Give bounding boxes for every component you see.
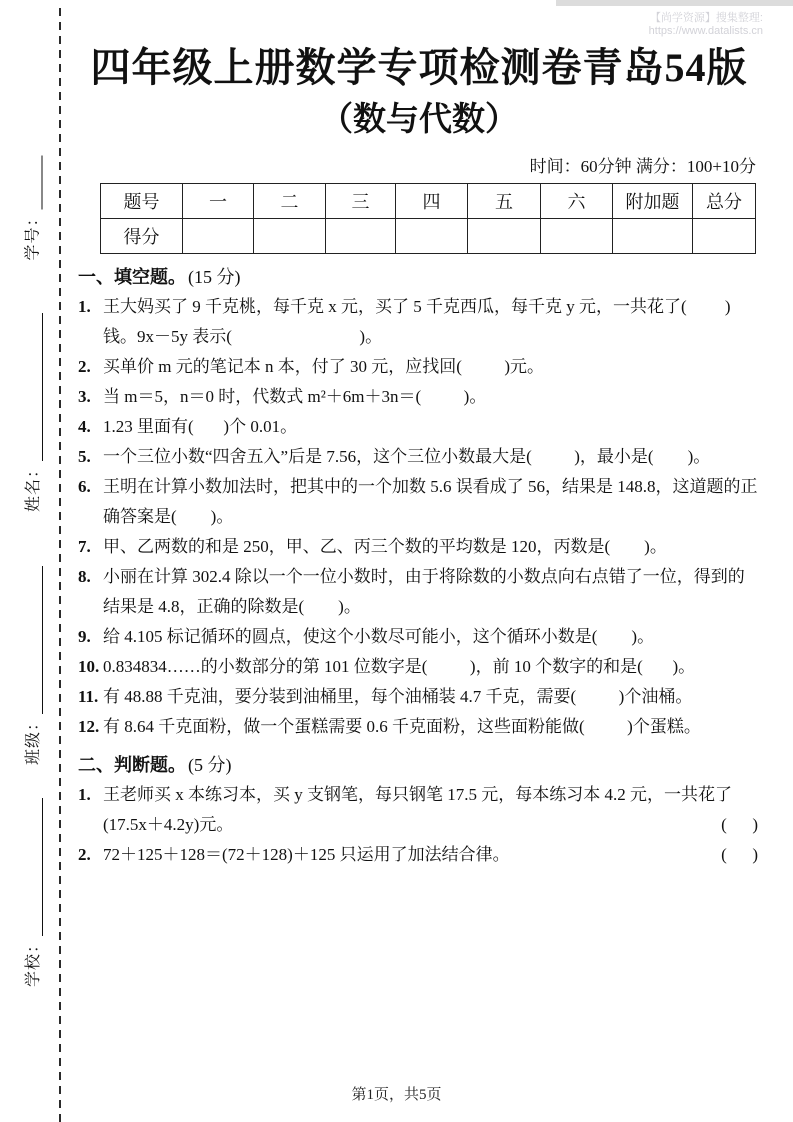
score-cell-empty xyxy=(254,219,326,254)
school-field xyxy=(19,797,43,987)
student-id-field xyxy=(19,156,43,261)
score-header-cell: 一 xyxy=(183,184,254,219)
score-header-cell: 附加题 xyxy=(613,184,693,219)
section-2-title: 二、判断题。 xyxy=(78,755,186,775)
score-cell-empty xyxy=(396,219,468,254)
question-item xyxy=(78,412,760,442)
school-blank xyxy=(24,798,43,936)
question-text: 王大妈买了 9 千克桃，每千克 x 元，买了 5 千克西瓜，每千克 y 元，一共花了( )钱。9x－5y 表示( )。 xyxy=(103,297,731,346)
score-header-cell: 三 xyxy=(326,184,396,219)
true-false-answer-blank: ( ) xyxy=(721,845,758,864)
scan-artifact xyxy=(556,0,793,6)
question-item xyxy=(78,652,760,682)
score-cell-empty xyxy=(468,219,541,254)
question-text: 王老师买 x 本练习本，买 y 支钢笔，每只钢笔 17.5 元，每本练习本 4.2 元，一共花了(17.5x＋4.2y)元。 xyxy=(103,785,732,834)
question-number: 4. xyxy=(78,417,91,436)
question-item xyxy=(78,472,760,532)
score-header-cell: 五 xyxy=(468,184,541,219)
question-number: 11. xyxy=(78,687,99,706)
score-header-cell: 四 xyxy=(396,184,468,219)
student-name-field xyxy=(19,312,43,512)
page-number: 第1页，共5页 xyxy=(351,1087,442,1103)
section-fill-blanks xyxy=(78,262,760,742)
score-cell-empty xyxy=(326,219,396,254)
score-header-cell: 六 xyxy=(541,184,613,219)
question-text: 72＋125＋128＝(72＋128)＋125 只运用了加法结合律。 xyxy=(103,845,510,864)
class-blank xyxy=(24,566,43,714)
question-text: 甲、乙两数的和是 250，甲、乙、丙三个数的平均数是 120，丙数是( )。 xyxy=(103,537,667,556)
exam-time-score: 时间：60分钟 满分：100+10分 xyxy=(529,157,756,176)
score-cell-empty xyxy=(613,219,693,254)
question-text: 有 48.88 千克油，要分装到油桶里，每个油桶装 4.7 千克，需要( )个油桶。 xyxy=(103,687,693,706)
question-item xyxy=(78,840,760,870)
class-field xyxy=(19,565,43,765)
question-text: 一个三位小数“四舍五入”后是 7.56，这个三位小数最大是( )，最小是( )。 xyxy=(103,447,711,466)
score-table-header-row xyxy=(101,184,756,219)
question-item xyxy=(78,292,760,352)
question-number: 2. xyxy=(78,357,91,376)
question-number: 7. xyxy=(78,537,91,556)
question-item xyxy=(78,682,760,712)
question-text: 有 8.64 千克面粉，做一个蛋糕需要 0.6 千克面粉，这些面粉能做( )个蛋糕。 xyxy=(103,717,701,736)
question-item xyxy=(78,532,760,562)
section-1-heading xyxy=(78,262,760,292)
score-cell-empty xyxy=(541,219,613,254)
watermark-source: 【尚学资源】搜集整理: xyxy=(649,12,763,24)
score-header-cell: 二 xyxy=(254,184,326,219)
score-header-cell: 总分 xyxy=(693,184,756,219)
school-label: 学校： xyxy=(25,935,42,987)
question-number: 1. xyxy=(78,785,91,804)
question-text: 王明在计算小数加法时，把其中的一个加数 5.6 误看成了 56，结果是 148.8，这道题的正确答案是( )。 xyxy=(103,477,758,526)
question-number: 2. xyxy=(78,845,91,864)
watermark-url: https://www.datalists.cn xyxy=(648,25,763,37)
score-row-label: 得分 xyxy=(101,219,183,254)
exam-title: 四年级上册数学专项检测卷青岛54版 xyxy=(90,45,748,90)
section-2-points: (5 分) xyxy=(188,755,232,775)
question-number: 3. xyxy=(78,387,91,406)
student-id-blank xyxy=(24,156,43,210)
score-cell-empty xyxy=(693,219,756,254)
fold-dashed-line xyxy=(59,8,61,1122)
class-label: 班级： xyxy=(25,713,42,765)
question-text: 当 m＝5，n＝0 时，代数式 m²＋6m＋3n＝( )。 xyxy=(103,387,487,406)
question-number: 10. xyxy=(78,657,100,676)
question-text: 买单价 m 元的笔记本 n 本，付了 30 元，应找回( )元。 xyxy=(103,357,545,376)
question-number: 1. xyxy=(78,297,91,316)
score-table xyxy=(100,183,756,254)
student-name-blank xyxy=(24,313,43,461)
score-table-score-row xyxy=(101,219,756,254)
question-item xyxy=(78,780,760,840)
question-item xyxy=(78,712,760,742)
exam-subtitle: （数与代数） xyxy=(320,102,518,138)
section-true-false xyxy=(78,750,760,870)
question-number: 12. xyxy=(78,717,100,736)
score-header-cell: 题号 xyxy=(101,184,183,219)
section-1-title: 一、填空题。 xyxy=(78,267,186,287)
question-item xyxy=(78,562,760,622)
student-name-label: 姓名： xyxy=(25,460,42,512)
section-2-heading xyxy=(78,750,760,780)
question-number: 8. xyxy=(78,567,91,586)
question-item xyxy=(78,622,760,652)
score-cell-empty xyxy=(183,219,254,254)
question-number: 9. xyxy=(78,627,91,646)
question-text: 0.834834……的小数部分的第 101 位数字是( )，前 10 个数字的和是( )。 xyxy=(103,657,696,676)
question-number: 6. xyxy=(78,477,91,496)
question-text: 1.23 里面有( )个 0.01。 xyxy=(103,417,298,436)
main-content xyxy=(78,30,760,870)
question-text: 给 4.105 标记循环的圆点，使这个小数尽可能小，这个循环小数是( )。 xyxy=(103,627,655,646)
student-id-label: 学号： xyxy=(24,209,42,261)
question-number: 5. xyxy=(78,447,91,466)
question-text: 小丽在计算 302.4 除以一个一位小数时，由于将除数的小数点向右点错了一位，得到的结果是 4.8，正确的除数是( )。 xyxy=(103,567,745,616)
true-false-answer-blank: ( ) xyxy=(721,815,758,834)
question-item xyxy=(78,352,760,382)
question-item xyxy=(78,382,760,412)
section-1-points: (15 分) xyxy=(188,267,241,287)
question-item xyxy=(78,442,760,472)
